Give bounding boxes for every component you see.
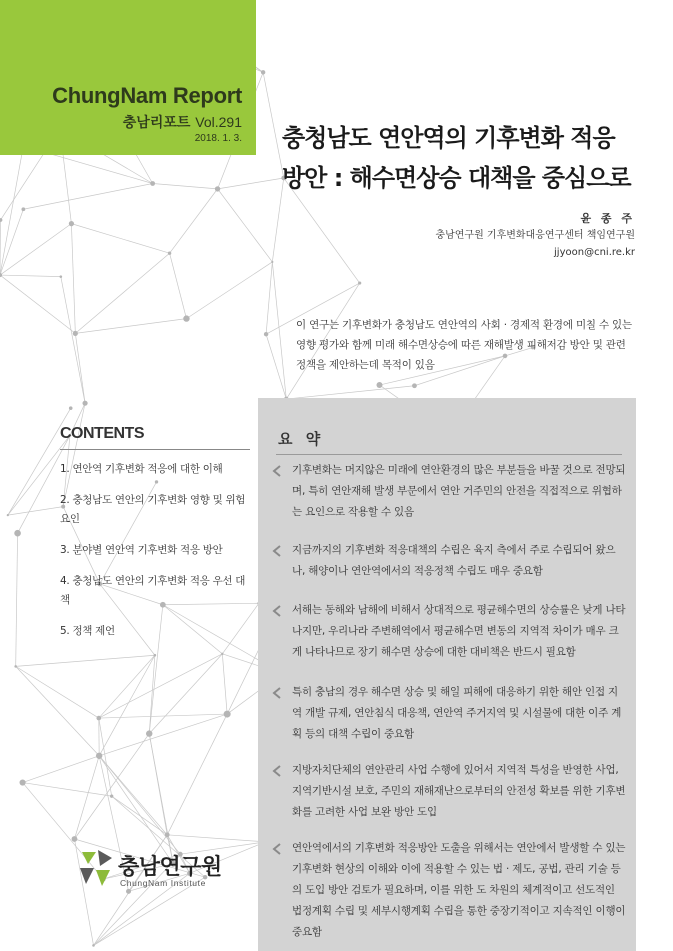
network-line	[99, 654, 223, 718]
network-node	[146, 730, 152, 736]
institute-name-english: ChungNam Institute	[120, 878, 206, 888]
network-line	[149, 654, 222, 734]
network-line	[170, 189, 218, 253]
network-line	[61, 277, 85, 404]
report-series-name: ChungNam Report	[52, 83, 242, 108]
chevron-left-icon	[270, 764, 284, 778]
network-line	[75, 333, 85, 403]
author-name: 윤 종 주	[580, 212, 635, 225]
network-line	[16, 655, 155, 666]
network-node	[82, 401, 87, 406]
network-node	[412, 383, 417, 388]
report-series-korean-label: 충남리포트	[122, 115, 191, 131]
contents-list	[60, 460, 250, 653]
network-line	[16, 666, 99, 718]
network-node	[183, 315, 189, 321]
network-line	[74, 756, 99, 839]
network-node	[96, 753, 102, 759]
network-line	[167, 835, 265, 842]
network-line	[74, 734, 149, 839]
network-line	[218, 189, 273, 262]
network-node	[154, 654, 157, 657]
network-line	[16, 666, 99, 755]
report-title-line-2: 방안 : 해수면상승 대책을 중심으로	[282, 164, 631, 192]
network-line	[112, 796, 168, 835]
report-volume: Vol.291	[195, 114, 242, 130]
author-affiliation: 충남연구원 기후변화대응연구센터 책임연구원	[435, 230, 635, 241]
network-node	[60, 275, 63, 278]
network-line	[16, 533, 18, 666]
network-node	[261, 70, 265, 74]
network-line	[0, 224, 71, 275]
report-header-box	[0, 0, 256, 155]
network-node	[96, 716, 101, 721]
summary-panel	[258, 398, 636, 951]
network-line	[8, 507, 63, 516]
contents-item: 2. 충청남도 연안의 기후변화 영향 및 위험요인	[60, 494, 246, 525]
institute-name-korean: 충남연구원	[118, 855, 222, 880]
network-node	[358, 281, 361, 284]
network-line	[266, 262, 272, 334]
network-node	[224, 711, 231, 718]
author-email: jjyoon@cni.re.kr	[554, 247, 635, 258]
report-title	[282, 118, 662, 198]
contents-item: 3. 분야별 연안역 기후변화 적응 방안	[60, 544, 223, 556]
network-line	[167, 714, 227, 835]
contents-item: 5. 정책 제언	[60, 625, 115, 637]
institute-logo-mark-icon	[78, 848, 114, 888]
report-abstract: 이 연구는 기후변화가 충청남도 연안역의 사회 · 경제적 환경에 미칠 수 있는 영향 평가와 함께 미래 해수면상승에 따른 재해발생 피해저감 방안 및 관련 정책을 제안하는데 목적이 있음	[296, 319, 632, 371]
chevron-left-icon	[270, 544, 284, 558]
network-node	[215, 186, 220, 191]
network-node	[376, 382, 382, 388]
summary-bullet-text: 지방자치단체의 연안관리 사업 수행에 있어서 지역적 특성을 반영한 사업, 지역기반시설 보호, 주민의 재해재난으로부터의 안전성 확보를 위한 기후변화를 고려한 사업 보완 방안 도입	[292, 764, 626, 818]
network-line	[153, 183, 218, 188]
network-line	[75, 319, 186, 334]
network-line	[170, 253, 187, 318]
report-title-line-1: 충청남도 연안역의 기후변화 적응	[282, 124, 615, 152]
network-line	[0, 275, 75, 333]
network-node	[14, 530, 21, 537]
summary-bullet-text: 연안역에서의 기후변화 적응방안 도출을 위해서는 연안에서 발생할 수 있는 기후변화 현상의 이해와 이에 적용할 수 있는 법 · 제도, 공법, 관리 기술 등의 도입 방안 검토가 필요하며, 이를 위한 도 차원의 체계적이고 선도적인 법정계획 수립 및 세부시행계획 수립을 통한 중장기적이고 지속적인 이행이 중요함	[292, 842, 626, 938]
network-node	[72, 836, 78, 842]
report-series-korean	[123, 112, 242, 132]
contents-item: 1. 연안역 기후변화 적응에 대한 이해	[60, 463, 223, 475]
network-node	[92, 944, 95, 947]
network-line	[75, 253, 169, 333]
network-line	[0, 146, 23, 275]
chevron-left-icon	[270, 686, 284, 700]
network-node	[264, 332, 268, 336]
network-line	[99, 756, 180, 854]
network-line	[186, 262, 272, 319]
summary-bullet-text: 특히 충남의 경우 해수면 상승 및 해일 피해에 대응하기 위한 해안 인접 지역 개발 규제, 연안침식 대응책, 연안역 주거지역 및 시설물에 대한 이주 계획 등의 대책 수립이 중요함	[292, 686, 622, 740]
network-node	[168, 252, 171, 255]
network-line	[71, 224, 169, 254]
report-date: 2018. 1. 3.	[194, 133, 242, 144]
summary-heading: 요 약	[278, 430, 325, 448]
network-node	[150, 181, 155, 186]
network-line	[222, 654, 227, 714]
network-line	[0, 209, 23, 275]
network-node	[73, 331, 78, 336]
network-line	[0, 275, 61, 277]
network-line	[272, 262, 286, 399]
network-node	[7, 514, 9, 516]
network-node	[165, 832, 170, 837]
summary-divider	[276, 454, 622, 455]
network-node	[110, 794, 113, 797]
contents-heading: CONTENTS	[60, 425, 144, 442]
network-line	[23, 756, 100, 783]
network-line	[23, 783, 112, 797]
network-node	[14, 665, 17, 668]
network-line	[218, 178, 284, 189]
network-node	[69, 221, 74, 226]
network-line	[149, 655, 155, 733]
network-line	[99, 714, 227, 718]
summary-bullet-text: 서해는 동해와 남해에 비해서 상대적으로 평균해수면의 상승률은 낮게 나타나지만, 우리나라 주변해역에서 평균해수면 변동의 지역적 차이가 매우 크게 나타나므로 장기 해수면 상승에 대한 대비책은 반드시 필요함	[292, 604, 626, 658]
network-line	[99, 714, 227, 756]
contents-item: 4. 충청남도 연안의 기후변화 적응 우선 대책	[60, 575, 246, 606]
network-line	[263, 72, 284, 178]
network-line	[23, 183, 152, 209]
network-node	[0, 218, 2, 222]
contents-divider	[60, 449, 250, 450]
chevron-left-icon	[270, 604, 284, 618]
chevron-left-icon	[270, 464, 284, 478]
author-block	[435, 210, 635, 261]
network-node	[21, 207, 25, 211]
network-node	[19, 779, 25, 785]
network-node	[271, 261, 273, 263]
institute-logo	[78, 848, 278, 898]
summary-bullet-text: 기후변화는 머지않은 미래에 연안환경의 많은 부분들을 바꿀 것으로 전망되며, 특히 연안재해 발생 부문에서 연안 거주민의 안전을 직접적으로 위협하는 요인으로 작용할 수 있음	[292, 464, 626, 518]
network-node	[69, 406, 73, 410]
network-line	[99, 655, 155, 718]
network-line	[71, 224, 75, 334]
summary-bullet-text: 지금까지의 기후변화 적응대책의 수립은 육지 측에서 주로 수립되어 왔으나, 해양이나 연안역에서의 적응정책 수립도 매우 중요함	[292, 544, 616, 577]
